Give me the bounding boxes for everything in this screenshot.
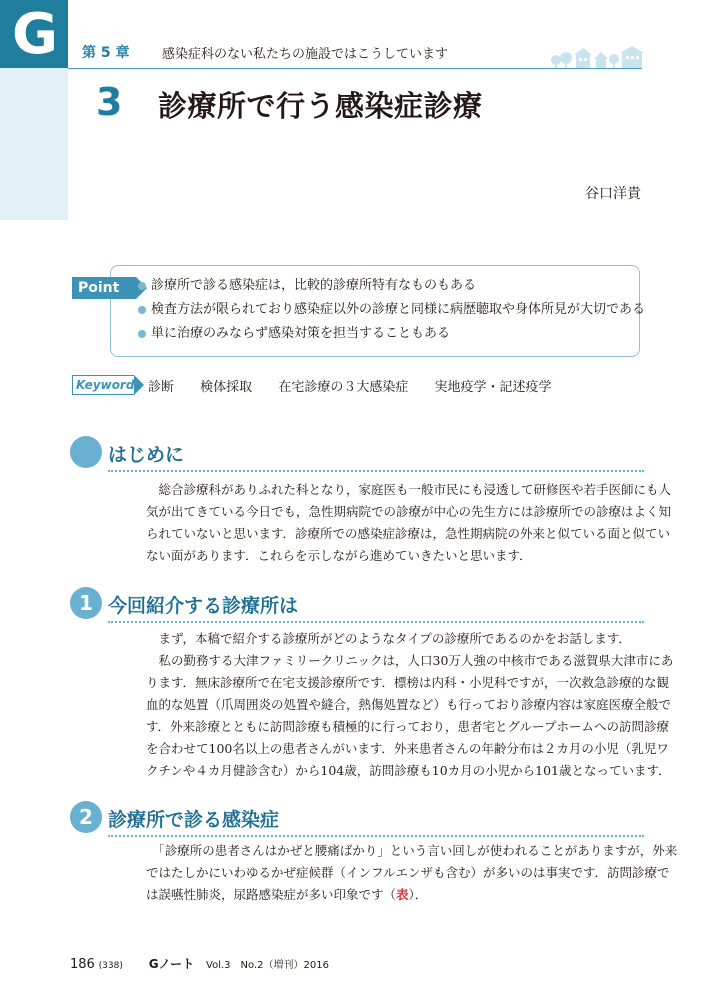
paragraph-line-text: は誤嚥性肺炎，尿路感染症が多い印象です（ — [146, 887, 397, 902]
paragraph-line: 気が出てきている今日でも，急性期病院での診療が中心の先生方には診療所での診療はよく知 — [146, 504, 672, 519]
point-item-text: 検査方法が限られており感染症以外の診療と同様に病歴聴取や身体所見が大切である — [151, 302, 646, 317]
page-footer — [70, 955, 329, 972]
page-number: 186 — [70, 957, 95, 972]
chapter-title: 感染症科のない私たちの施設ではこうしています — [162, 47, 449, 62]
author-name: 谷口洋貴 — [585, 186, 641, 202]
paragraph-line: ります．無床診療所で在宅支援診療所です．標榜は内科・小児科ですが，一次救急診療的な観 — [146, 675, 670, 690]
paragraph-line: られていないと思います．診療所での感染症診療は，急性期病院の外来と似ている面と似てい — [146, 526, 671, 541]
paragraph-line: まず，本稿で紹介する診療所がどのようなタイプの診療所であるのかをお話します． — [146, 631, 631, 646]
chapter-label: 第 5 章 — [82, 45, 130, 61]
keyword-tag: Keyword — [72, 375, 134, 395]
heading-dotted-rule — [108, 470, 644, 472]
section-heading-1 — [70, 587, 645, 621]
point-list — [138, 277, 645, 349]
point-item — [138, 325, 645, 349]
page-number-paren: (338) — [98, 961, 123, 971]
keyword-list — [148, 376, 573, 395]
logo-letter: G — [12, 2, 58, 67]
town-illustration-icon — [548, 46, 644, 68]
paragraph-line: 私の勤務する大津ファミリークリニックは，人口30万人強の中核市である滋賀県大津市にあ — [146, 653, 674, 668]
header-divider — [68, 68, 642, 69]
point-item-text: 単に治療のみならず感染対策を担当することもある — [151, 326, 451, 341]
bullet-icon — [138, 306, 146, 314]
point-item — [138, 277, 645, 301]
volume-info: Vol.3 No.2（増刊）2016 — [206, 960, 329, 971]
section-heading-text: はじめに — [108, 444, 185, 466]
section-paragraph-2 — [146, 840, 678, 906]
point-item — [138, 301, 645, 325]
paragraph-line: す．外来診療とともに訪問診療も積極的に行っており，患者宅とグループホームへの訪問診療 — [146, 719, 670, 734]
heading-circle-icon — [70, 436, 102, 468]
heading-circle-icon: 2 — [70, 801, 102, 833]
paragraph-line: 「診療所の患者さんはかぜと腰痛ばかり」という言い回しが使われることがありますが，外来 — [146, 843, 678, 858]
page-title: 診療所で行う感染症診療 — [158, 89, 483, 123]
heading-dotted-rule — [108, 621, 644, 623]
keyword-item: 検体採取 — [200, 380, 253, 395]
point-item-text: 診療所で診る感染症は，比較的診療所特有なものもある — [151, 278, 477, 293]
section-heading-2 — [70, 801, 645, 835]
heading-dotted-rule — [108, 835, 644, 837]
bullet-icon — [138, 282, 146, 290]
section-heading-text: 今回紹介する診療所は — [108, 595, 299, 617]
table-reference-link[interactable]: 表 — [396, 887, 409, 902]
section-paragraph-intro — [146, 479, 672, 567]
section-paragraph-1 — [146, 628, 674, 782]
point-tag: Point — [72, 277, 136, 299]
section-number: 3 — [96, 80, 123, 124]
paragraph-line — [146, 884, 644, 906]
paragraph-line: 血的な処置（爪周囲炎の処置や縫合，熱傷処置など）も行っており診療内容は家庭医療全般で — [146, 697, 672, 712]
section-heading-text: 診療所で診る感染症 — [108, 809, 280, 831]
heading-circle-icon: 1 — [70, 587, 102, 619]
magazine-name: Gノート — [148, 957, 195, 971]
keyword-item: 実地疫学・記述疫学 — [434, 380, 552, 395]
paragraph-line-tail: ）． — [408, 887, 428, 902]
bullet-icon — [138, 330, 146, 338]
keyword-tag-arrow-icon — [134, 375, 144, 395]
chapter-logo-tab — [0, 0, 68, 68]
paragraph-line: ない面があります．これらを示しながら進めていきたいと思います． — [146, 548, 532, 563]
paragraph-line: 総合診療科がありふれた科となり，家庭医も一般市民にも浸透して研修医や若手医師にも人 — [146, 482, 672, 497]
paragraph-line: クチンや４カ月健診含む）から104歳，訪問診療も10カ月の小児から101歳となっています． — [146, 763, 671, 778]
keyword-item: 診断 — [148, 380, 175, 395]
paragraph-line: ではたしかにいわゆるかぜ症候群（インフルエンザも含む）が多いのは事実です．訪問診療で — [146, 865, 670, 880]
section-heading-intro — [70, 436, 645, 470]
paragraph-line: を合わせて100名以上の患者さんがいます．外来患者さんの年齢分布は２カ月の小児（乳児ワ — [146, 741, 669, 756]
keyword-item: 在宅診療の３大感染症 — [278, 380, 409, 395]
